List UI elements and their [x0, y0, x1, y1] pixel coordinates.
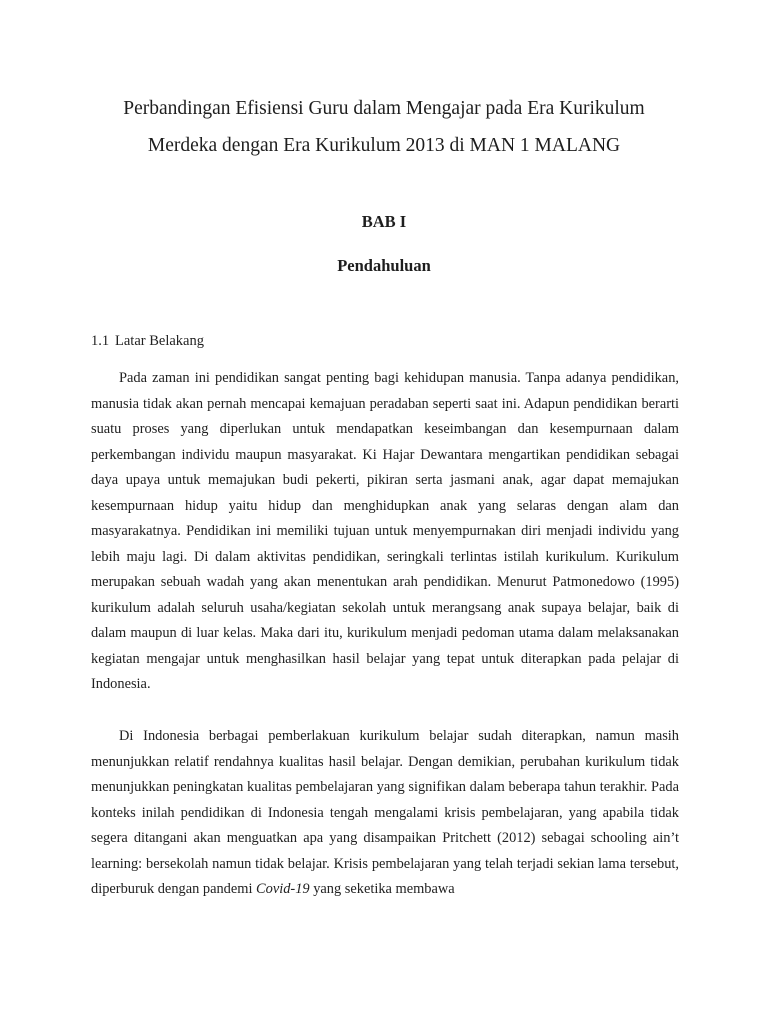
section-number: 1.1: [91, 333, 110, 349]
chapter-number: BAB I: [361, 212, 407, 231]
paragraph-1: Pada zaman ini pendidikan sangat penting bagi kehidupan manusia. Tanpa adanya pendidikan, manusia tidak akan pernah mencapai kemajuan peradaban seperti saat ini. Adapun pendidikan berarti suatu proses yang diperlukan untuk mendapatkan keseimbangan dan kesempurnaan dalam perkembangan individu maupun masyarakat. Ki Hajar Dewantara mengartikan pendidikan sebagai daya upaya untuk memajukan budi pekerti, pikiran serta jasmani anak, agar dapat memajukan kesempurnaan hidup yaitu hidup dan menghidupkan anak yang selaras dengan alam dan masyarakatnya. Pendidikan ini memiliki tujuan untuk menyempurnakan diri menjadi individu yang lebih maju lagi. Di dalam aktivitas pendidikan, seringkali terlintas istilah kurikulum. Kurikulum merupakan sebuah wadah yang akan menentukan arah pendidikan. Menurut Patmonedowo (1995) kurikulum adalah seluruh usaha/kegiatan sekolah untuk merangsang anak supaya belajar, baik di dalam maupun di luar kelas. Maka dari itu, kurikulum menjadi pedoman utama dalam melaksanakan kegiatan mengajar untuk menghasilkan hasil belajar yang tepat untuk diterapkan pada pelajar di Indonesia.: [91, 370, 679, 692]
paragraph-2-text-end: yang seketika membawa: [309, 881, 455, 897]
paragraph-2-italic-term: Covid-19: [256, 881, 310, 897]
chapter-title: Pendahuluan: [337, 256, 431, 275]
section-title: Latar Belakang: [115, 333, 204, 349]
document-title: [60, 90, 708, 164]
section-heading: [91, 333, 204, 350]
title-line-1: Perbandingan Efisiensi Guru dalam Mengajar pada Era Kurikulum: [123, 98, 645, 119]
paragraph-2-text: Di Indonesia berbagai pemberlakuan kurikulum belajar sudah diterapkan, namun masih menunjukkan relatif rendahnya kualitas hasil belajar. Dengan demikian, perubahan kurikulum tidak menunjukkan peningkatan kualitas pembelajaran yang signifikan dalam beberapa tahun terakhir. Pada konteks inilah pendidikan di Indonesia tengah mengalami krisis pembelajaran, yang apabila tidak segera ditangani akan menguatkan apa yang disampaikan Pritchett (2012) sebagai schooling ain’t learning: bersekolah namun tidak belajar. Krisis pembelajaran yang telah terjadi sekian lama tersebut, diperburuk dengan pandemi: [91, 728, 679, 897]
paragraph-2: [91, 724, 679, 903]
title-line-2: Merdeka dengan Era Kurikulum 2013 di MAN 1 MALANG: [147, 135, 621, 156]
